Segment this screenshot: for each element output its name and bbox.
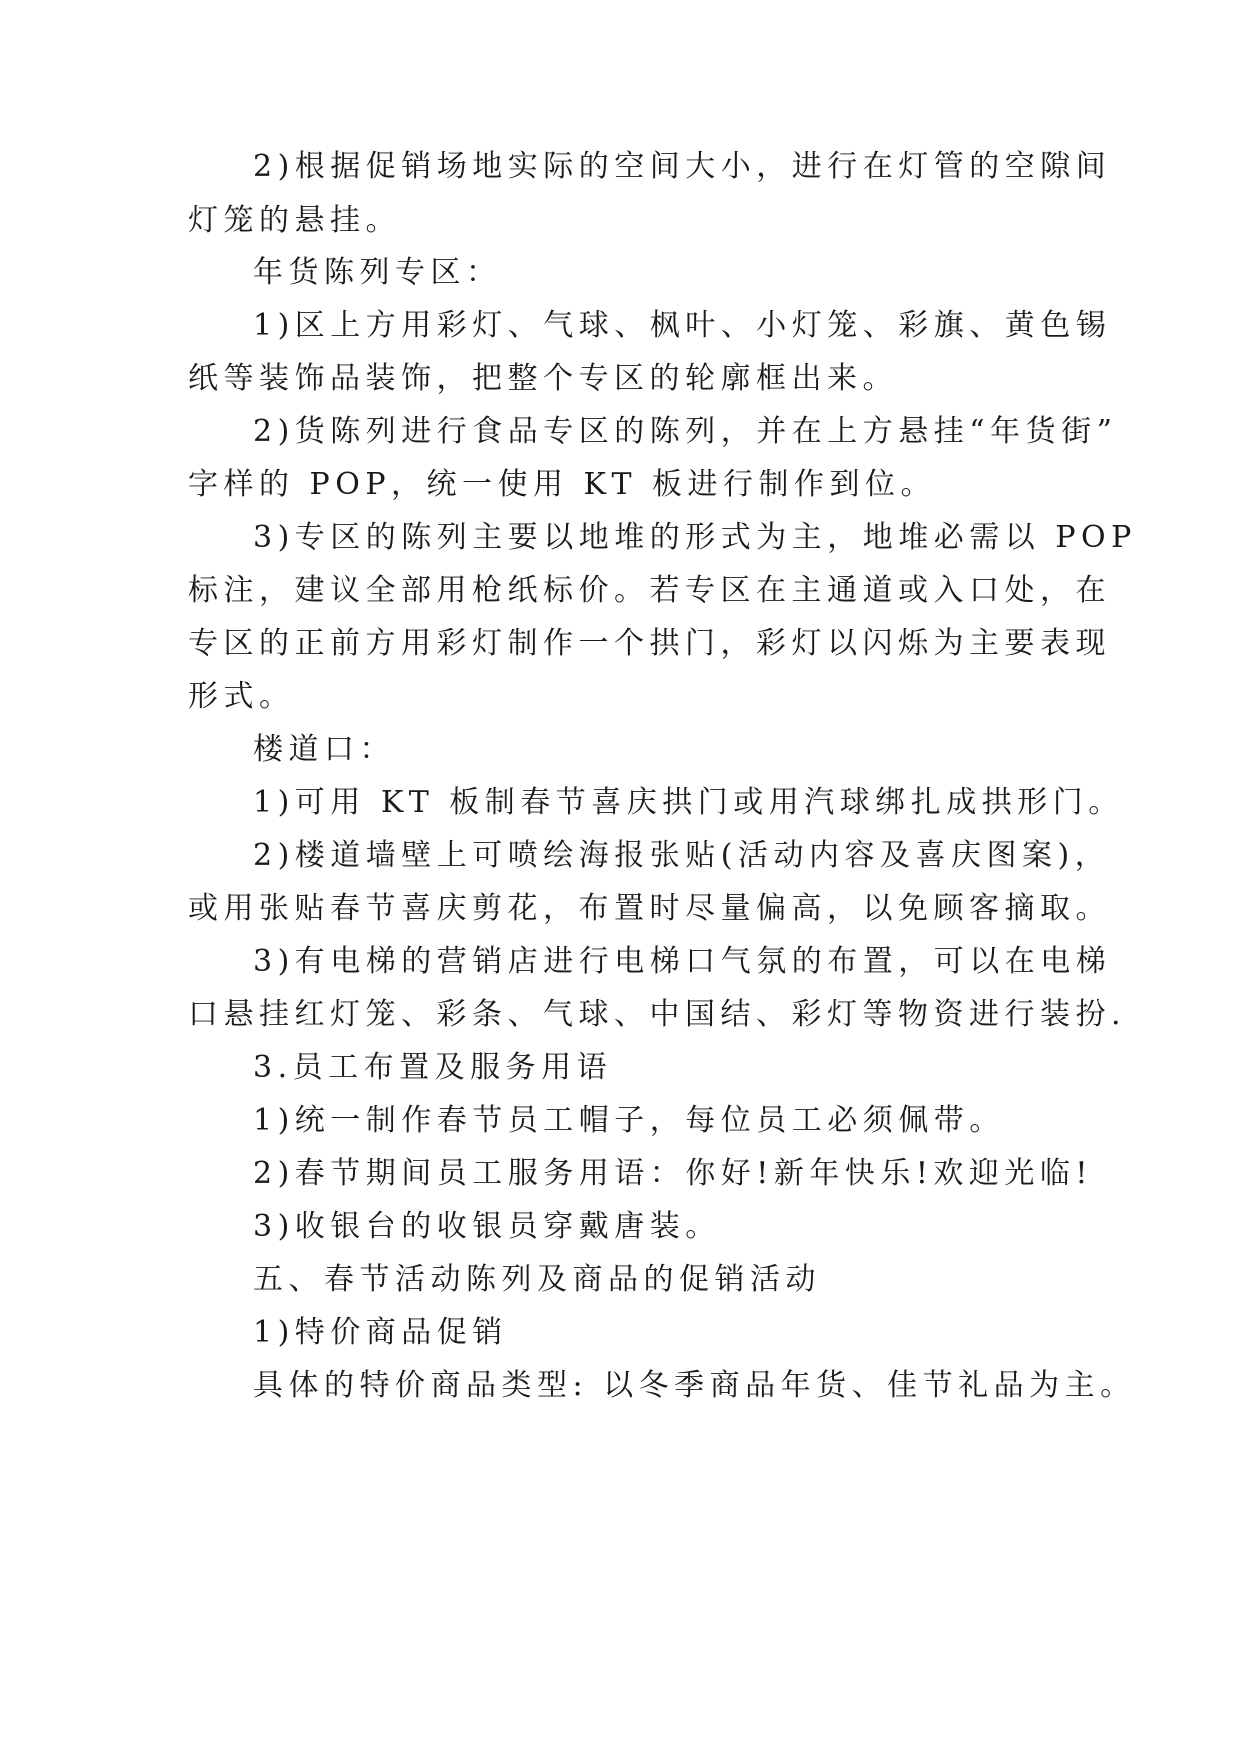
text-line: 1)区上方用彩灯、气球、枫叶、小灯笼、彩旗、黄色锡 xyxy=(253,308,1112,343)
text-line: 3)专区的陈列主要以地堆的形式为主，地堆必需以 POP xyxy=(253,520,1137,555)
text-line: 1)可用 KT 板制春节喜庆拱门或用汽球绑扎成拱形门。 xyxy=(253,785,1124,820)
text-line: 专区的正前方用彩灯制作一个拱门，彩灯以闪烁为主要表现 xyxy=(188,626,1111,661)
text-line: 2)根据促销场地实际的空间大小，进行在灯管的空隙间 xyxy=(253,149,1112,184)
text-line: 3)有电梯的营销店进行电梯口气氛的布置，可以在电梯 xyxy=(253,944,1112,979)
text-line: 或用张贴春节喜庆剪花，布置时尽量偏高，以免顾客摘取。 xyxy=(188,891,1111,926)
text-line: 五、春节活动陈列及商品的促销活动 xyxy=(253,1262,821,1297)
text-line: 2)楼道墙壁上可喷绘海报张贴(活动内容及喜庆图案)， xyxy=(253,838,1111,873)
text-line: 纸等装饰品装饰，把整个专区的轮廓框出来。 xyxy=(188,361,898,396)
text-line: 2)春节期间员工服务用语：你好!新年快乐!欢迎光临! xyxy=(253,1156,1093,1191)
text-line: 3.员工布置及服务用语 xyxy=(253,1050,613,1085)
text-line: 口悬挂红灯笼、彩条、气球、中国结、彩灯等物资进行装扮. xyxy=(188,997,1127,1032)
text-line: 字样的 POP，统一使用 KT 板进行制作到位。 xyxy=(188,467,936,502)
text-line: 1)特价商品促销 xyxy=(253,1315,508,1350)
text-line: 形式。 xyxy=(188,679,295,714)
text-line: 年货陈列专区： xyxy=(253,255,502,290)
text-line: 2)货陈列进行食品专区的陈列，并在上方悬挂“年货街” xyxy=(253,414,1118,449)
text-line: 具体的特价商品类型: 以冬季商品年货、佳节礼品为主。 xyxy=(253,1368,1136,1403)
text-line: 1)统一制作春节员工帽子，每位员工必须佩带。 xyxy=(253,1103,1005,1138)
text-line: 标注，建议全部用枪纸标价。若专区在主通道或入口处，在 xyxy=(188,573,1111,608)
text-line: 楼道口： xyxy=(253,732,395,767)
text-line: 灯笼的悬挂。 xyxy=(188,203,401,238)
text-line: 3)收银台的收银员穿戴唐装。 xyxy=(253,1209,721,1244)
